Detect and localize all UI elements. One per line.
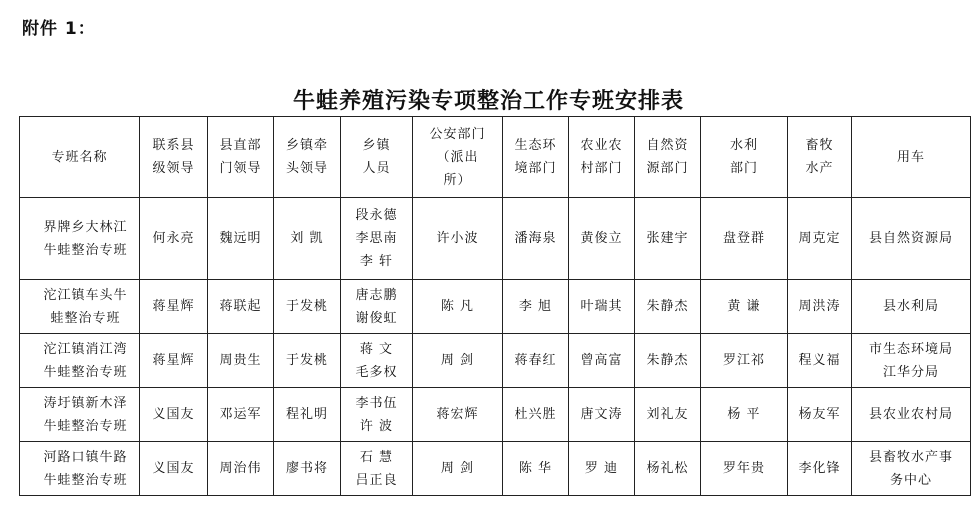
cell-dept-leader: 周贵生 <box>208 334 274 388</box>
table-row <box>20 280 971 334</box>
table-row <box>20 442 971 496</box>
cell-livestock: 李化锋 <box>788 442 852 496</box>
cell-team-name: 沱江镇车头牛 蛙整治专班 <box>20 280 140 334</box>
document-title: 牛蛙养殖污染专项整治工作专班安排表 <box>292 88 684 114</box>
cell-livestock: 杨友军 <box>788 388 852 442</box>
cell-county-leader: 蒋星辉 <box>140 280 208 334</box>
cell-livestock: 周洪涛 <box>788 280 852 334</box>
header-town-staff: 乡镇 人员 <box>341 117 413 198</box>
header-vehicle: 用车 <box>852 117 971 198</box>
cell-livestock: 周克定 <box>788 198 852 280</box>
cell-agriculture: 叶瑞其 <box>569 280 635 334</box>
table-row <box>20 198 971 280</box>
cell-team-name: 界牌乡大林江 牛蛙整治专班 <box>20 198 140 280</box>
cell-police: 周 剑 <box>413 442 503 496</box>
cell-natural-resources: 张建宇 <box>635 198 701 280</box>
cell-dept-leader: 邓运军 <box>208 388 274 442</box>
cell-county-leader: 义国友 <box>140 442 208 496</box>
cell-team-name: 河路口镇牛路 牛蛙整治专班 <box>20 442 140 496</box>
cell-vehicle: 县自然资源局 <box>852 198 971 280</box>
cell-ecology: 杜兴胜 <box>503 388 569 442</box>
header-town-leader: 乡镇牵 头领导 <box>274 117 341 198</box>
cell-vehicle: 县农业农村局 <box>852 388 971 442</box>
schedule-table <box>19 116 971 496</box>
header-county-leader: 联系县 级领导 <box>140 117 208 198</box>
cell-water: 杨 平 <box>701 388 788 442</box>
cell-water: 罗年贵 <box>701 442 788 496</box>
header-agriculture: 农业农 村部门 <box>569 117 635 198</box>
cell-police: 陈 凡 <box>413 280 503 334</box>
cell-police: 周 剑 <box>413 334 503 388</box>
cell-water: 盘登群 <box>701 198 788 280</box>
cell-natural-resources: 刘礼友 <box>635 388 701 442</box>
attachment-label: 附件 1： <box>22 19 96 39</box>
cell-town-leader: 程礼明 <box>274 388 341 442</box>
cell-county-leader: 蒋星辉 <box>140 334 208 388</box>
cell-dept-leader: 蒋联起 <box>208 280 274 334</box>
cell-vehicle: 县畜牧水产事 务中心 <box>852 442 971 496</box>
cell-town-staff: 唐志鹏 谢俊虹 <box>341 280 413 334</box>
cell-agriculture: 罗 迪 <box>569 442 635 496</box>
cell-natural-resources: 杨礼松 <box>635 442 701 496</box>
cell-water: 黄 谦 <box>701 280 788 334</box>
cell-natural-resources: 朱静杰 <box>635 334 701 388</box>
cell-county-leader: 义国友 <box>140 388 208 442</box>
cell-town-leader: 刘 凯 <box>274 198 341 280</box>
cell-ecology: 蒋春红 <box>503 334 569 388</box>
cell-police: 蒋宏辉 <box>413 388 503 442</box>
cell-team-name: 涛圩镇新木泽 牛蛙整治专班 <box>20 388 140 442</box>
header-team-name: 专班名称 <box>20 117 140 198</box>
cell-agriculture: 曾高富 <box>569 334 635 388</box>
cell-team-name: 沱江镇消江湾 牛蛙整治专班 <box>20 334 140 388</box>
table-row <box>20 334 971 388</box>
cell-dept-leader: 魏远明 <box>208 198 274 280</box>
header-natural-resources: 自然资 源部门 <box>635 117 701 198</box>
cell-vehicle: 县水利局 <box>852 280 971 334</box>
cell-town-leader: 于发桃 <box>274 280 341 334</box>
cell-water: 罗江祁 <box>701 334 788 388</box>
cell-town-staff: 石 慧 吕正良 <box>341 442 413 496</box>
cell-agriculture: 唐文涛 <box>569 388 635 442</box>
header-dept-leader: 县直部 门领导 <box>208 117 274 198</box>
cell-livestock: 程义福 <box>788 334 852 388</box>
header-police: 公安部门 （派出 所） <box>413 117 503 198</box>
cell-ecology: 李 旭 <box>503 280 569 334</box>
cell-ecology: 潘海泉 <box>503 198 569 280</box>
cell-county-leader: 何永亮 <box>140 198 208 280</box>
header-water: 水利 部门 <box>701 117 788 198</box>
cell-ecology: 陈 华 <box>503 442 569 496</box>
cell-town-leader: 于发桃 <box>274 334 341 388</box>
header-ecology: 生态环 境部门 <box>503 117 569 198</box>
header-livestock: 畜牧 水产 <box>788 117 852 198</box>
cell-vehicle: 市生态环境局 江华分局 <box>852 334 971 388</box>
cell-town-staff: 段永德 李思南 李 轩 <box>341 198 413 280</box>
cell-agriculture: 黄俊立 <box>569 198 635 280</box>
cell-natural-resources: 朱静杰 <box>635 280 701 334</box>
cell-town-staff: 李书伍 许 波 <box>341 388 413 442</box>
table-row <box>20 388 971 442</box>
header-row <box>20 117 971 198</box>
cell-police: 许小波 <box>413 198 503 280</box>
cell-town-leader: 廖书将 <box>274 442 341 496</box>
cell-dept-leader: 周治伟 <box>208 442 274 496</box>
cell-town-staff: 蒋 文 毛多权 <box>341 334 413 388</box>
